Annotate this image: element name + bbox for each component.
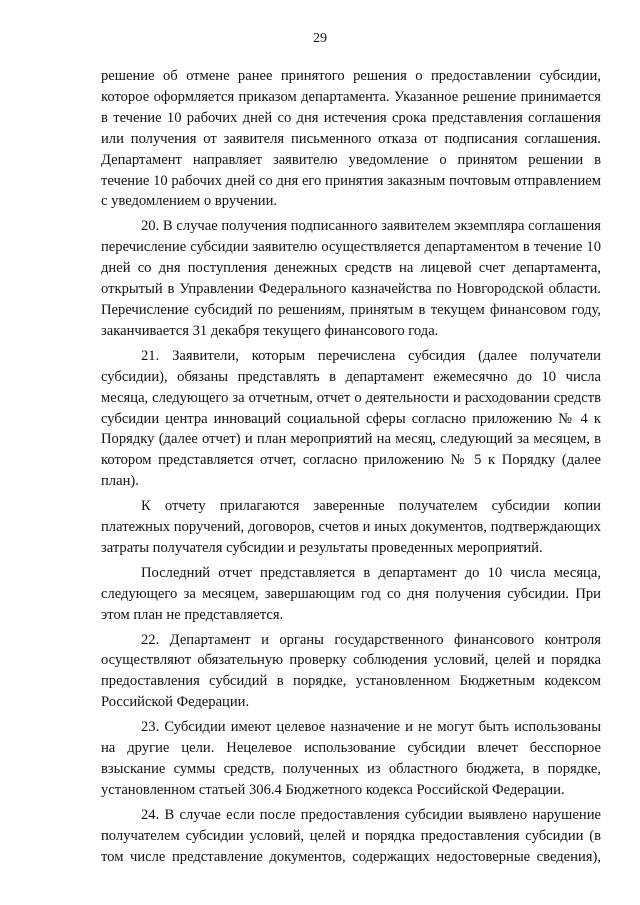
paragraph-report-attachments: К отчету прилагаются заверенные получателем субсидии копии платежных поручений, договоров, счетов и иных документов, подтверждающих затраты получателя субсидии и результаты проведенных мероприятий.: [101, 498, 601, 556]
paragraph-decision-cancellation: решение об отмене ранее принятого решения о предоставлении субсидии, которое оформляется приказом департамента. Указанное решение принимается в течение 10 рабочих дней со дня истечения срока представления соглашения или получения от заявителя письменного отказа от подписания соглашения. Департамент направляет заявителю уведомление о принятом решении в течение 10 рабочих дней со дня его принятия заказным почтовым отправлением с уведомлением о вручении.: [101, 68, 601, 210]
paragraph-20: 20. В случае получения подписанного заявителем экземпляра соглашения перечисление субсидии заявителю осуществляется департаментом в течение 10 дней со дня поступления денежных средств на лицевой счет департамента, открытый в Управлении Федерального казначейства по Новгородской области. Перечисление субсидий по решениям, принятым в текущем финансовом году, заканчивается 31 декабря текущего финансового года.: [101, 218, 601, 339]
document-body: [101, 66, 601, 868]
page-number: 29: [313, 31, 327, 46]
paragraph-23: 23. Субсидии имеют целевое назначение и не могут быть использованы на другие цели. Нецелевое использование субсидии влечет бесспорное взыскание суммы средств, полученных из областного бюджета, в порядке, установленном статьей 306.4 Бюджетного кодекса Российской Федерации.: [101, 719, 601, 798]
paragraph-21: 21. Заявители, которым перечислена субсидия (далее получатели субсидии), обязаны представлять в департамент ежемесячно до 10 числа месяца, следующего за отчетным, отчет о деятельности и расходовании средств субсидии центра инноваций социальной сферы согласно приложению № 4 к Порядку (далее отчет) и план мероприятий на месяц, следующий за месяцем, в котором представляется отчет, согласно приложению № 5 к Порядку (далее план).: [101, 347, 601, 490]
paragraph-last-report: Последний отчет представляется в департамент до 10 числа месяца, следующего за месяцем, завершающим год со дня получения субсидии. При этом план не представляется.: [101, 564, 601, 623]
paragraph-22: 22. Департамент и органы государственного финансового контроля осуществляют обязательную проверку соблюдения условий, целей и порядка предоставления субсидий в порядке, установленном Бюджетным кодексом Российской Федерации.: [101, 631, 601, 711]
paragraph-24: 24. В случае если после предоставления субсидии выявлено нарушение получателем субсидии условий, целей и порядка предоставления субсидии (в том числе представление документов, содержащих недостоверные сведения),: [101, 806, 601, 865]
